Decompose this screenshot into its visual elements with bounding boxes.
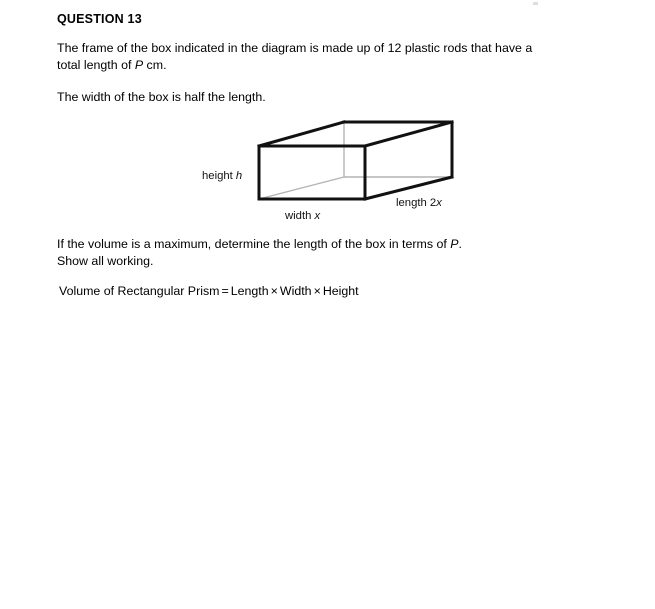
volume-formula	[59, 283, 359, 300]
height-label	[202, 170, 242, 182]
question-prompt	[57, 236, 602, 269]
formula-term-height: Height	[322, 284, 359, 298]
right-bottom-diagonal-edge	[365, 177, 452, 199]
width-label-variable: x	[314, 210, 321, 222]
question-line-1-pre: If the volume is a maximum, determine the length of the box in terms of	[57, 237, 451, 251]
formula-times-2: ×	[313, 284, 321, 298]
page-title: QUESTION 13	[57, 12, 142, 26]
formula-equals: =	[221, 284, 229, 298]
top-left-diagonal-edge	[259, 122, 344, 146]
intro-line-2-post: cm.	[143, 57, 167, 72]
variable-p-prompt: P	[450, 237, 459, 251]
height-label-variable: h	[235, 170, 243, 182]
length-label	[396, 197, 442, 209]
width-label-text: width	[285, 210, 315, 222]
intro-paragraph	[57, 40, 598, 73]
intro-line-1: The frame of the box indicated in the diagram is made up of 12 plastic rods that have a	[57, 41, 533, 55]
visible-edges	[259, 122, 452, 199]
length-label-variable: x	[436, 197, 442, 209]
box-diagram	[180, 108, 480, 228]
intro-line-2	[57, 57, 598, 74]
formula-times-1: ×	[270, 284, 278, 298]
formula-term-width: Width	[279, 284, 312, 298]
hidden-edges	[259, 122, 452, 199]
hidden-bottom-diagonal-edge	[259, 177, 344, 199]
length-label-text: length 2	[396, 197, 437, 209]
width-statement: The width of the box is half the length.	[57, 90, 266, 104]
intro-line-2-pre: total length of	[57, 57, 135, 72]
question-line-2: Show all working.	[57, 253, 154, 268]
scan-artifact	[533, 2, 538, 5]
top-right-diagonal-edge	[365, 122, 452, 146]
question-line-1-post: .	[458, 237, 462, 251]
variable-p: P	[134, 57, 144, 72]
width-label	[284, 210, 321, 222]
height-label-text: height	[202, 170, 236, 182]
formula-term-length: Length	[230, 284, 269, 298]
formula-label: Volume of Rectangular Prism	[59, 284, 220, 298]
